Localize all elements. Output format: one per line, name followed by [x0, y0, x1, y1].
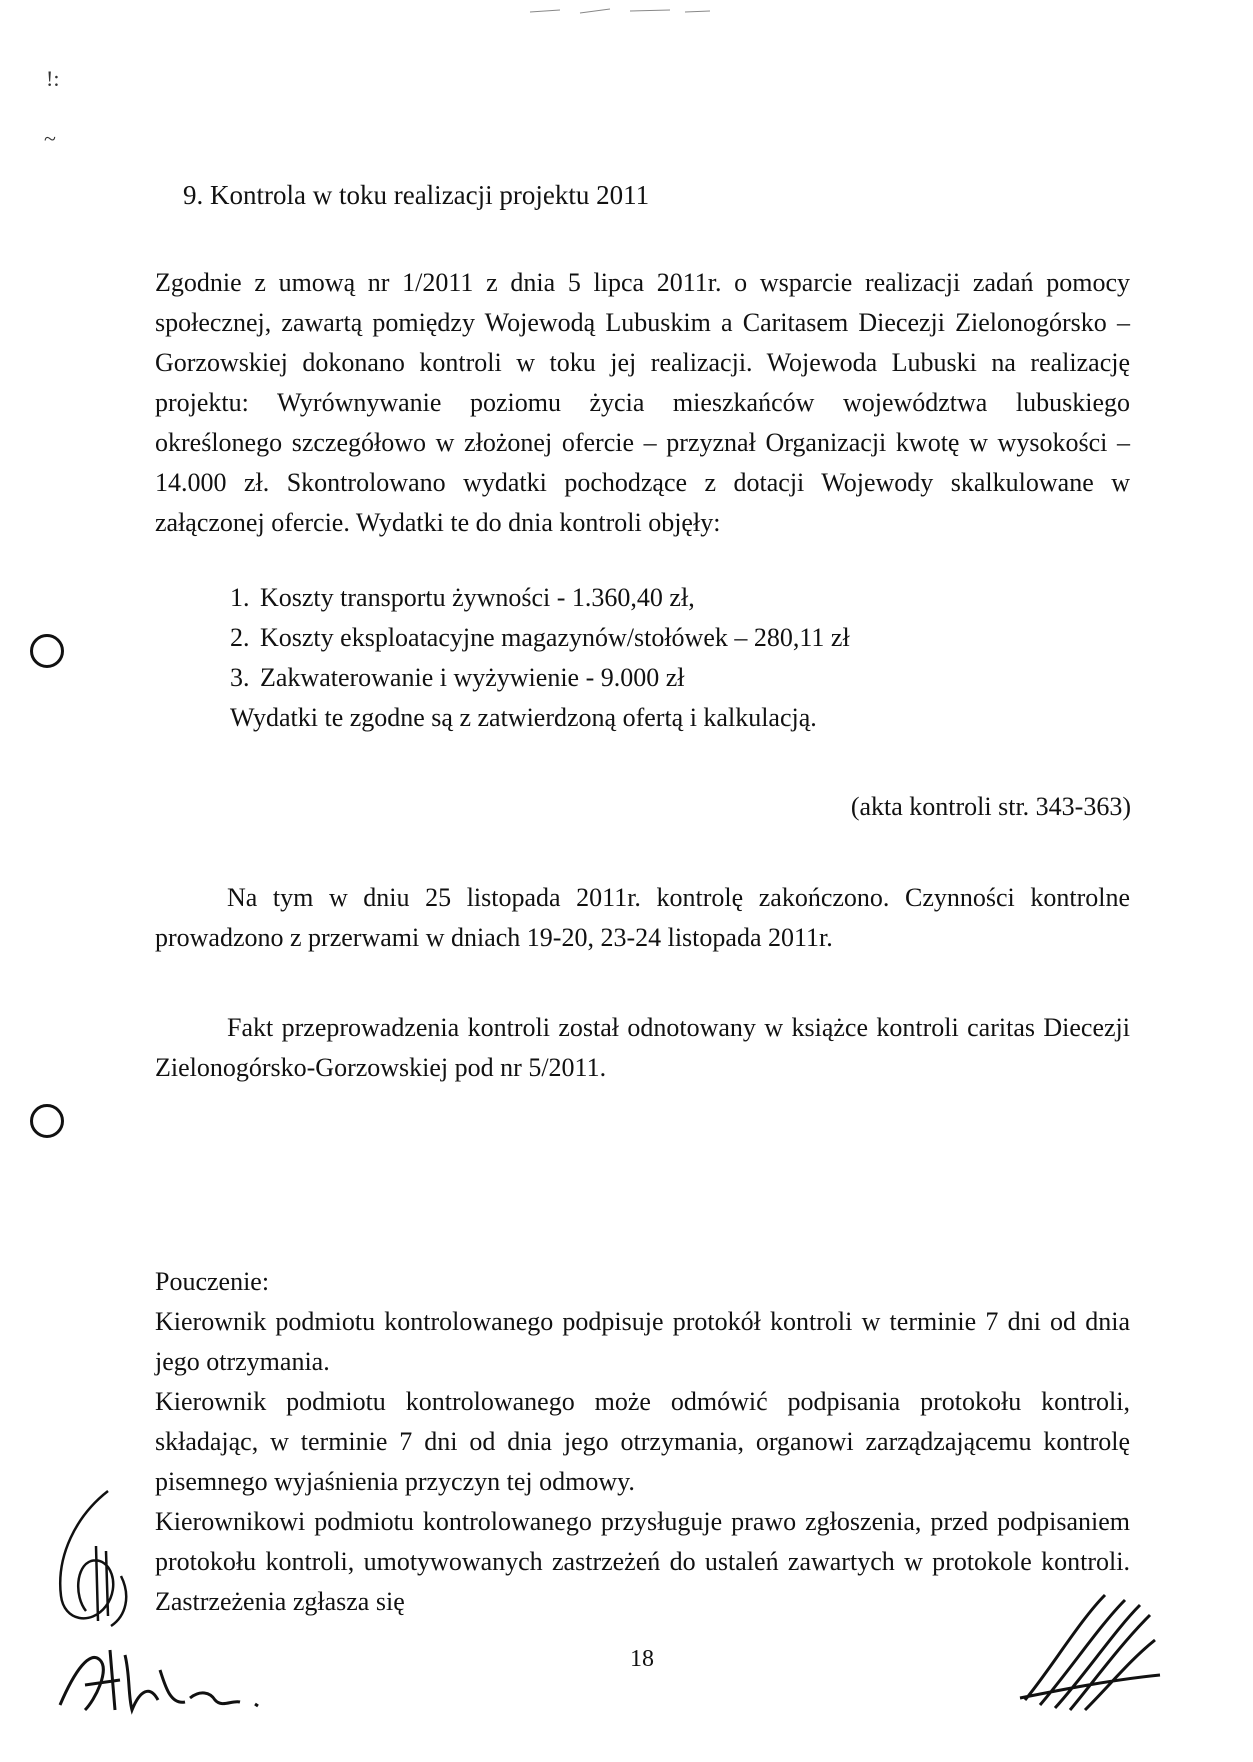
instruction-paragraph: Kierownik podmiotu kontrolowanego podpisuje protokół kontroli w terminie 7 dni od dnia jego otrzymania.	[155, 1307, 1130, 1376]
list-item: 3. Zakwaterowanie i wyżywienie - 9.000 zł	[230, 663, 685, 692]
files-reference: (akta kontroli str. 343-363)	[850, 792, 1131, 821]
closing-sentence: Wydatki te zgodne są z zatwierdzoną ofertą i kalkulacją.	[230, 703, 817, 732]
list-item: 1. Koszty transportu żywności - 1.360,40 zł,	[230, 583, 695, 612]
corner-mark: ~	[44, 126, 56, 151]
logbook-paragraph: Fakt przeprowadzenia kontroli został odnotowany w książce kontroli caritas Diecezji Zielonogórsko-Gorzowskiej pod nr 5/2011.	[155, 1013, 1130, 1082]
signature-left	[40, 1630, 270, 1720]
punch-hole	[30, 634, 64, 668]
list-item: 2. Koszty eksploatacyjne magazynów/stołówek – 280,11 zł	[230, 623, 850, 652]
instruction-paragraph: Kierownikowi podmiotu kontrolowanego przysługuje prawo zgłoszenia, przed podpisaniem protokołu kontroli, umotywowanych zastrzeżeń do ustaleń zawartych w protokole kontroli. Zastrzeżenia zgłasza się	[155, 1507, 1130, 1616]
instruction-title: Pouczenie:	[155, 1267, 270, 1296]
scan-noise	[520, 4, 720, 18]
punch-hole	[30, 1104, 64, 1138]
page-number: 18	[630, 1646, 654, 1672]
signature-right	[1010, 1580, 1170, 1720]
expense-list	[230, 578, 930, 698]
section-heading: 9. Kontrola w toku realizacji projektu 2011	[183, 180, 650, 210]
section-paragraph: Zgodnie z umową nr 1/2011 z dnia 5 lipca 2011r. o wsparcie realizacji zadań pomocy społecznej, zawartą pomiędzy Wojewodą Lubuskim a Caritasem Diecezji Zielonogórsko – Gorzowskiej dokonano kontroli w toku jej realizacji. Wojewoda Lubuski na realizację projektu: Wyrównywanie poziomu życia mieszkańców województwa lubuskiego określonego szczegółowo w złożonej ofercie – przyznał Organizacji kwotę w wysokości – 14.000 zł. Skontrolowano wydatki pochodzące z dotacji Wojewody skalkulowane w załączonej ofercie. Wydatki te do dnia kontroli objęły:	[155, 268, 1130, 537]
conclusion-paragraph: Na tym w dniu 25 listopada 2011r. kontrolę zakończono. Czynności kontrolne prowadzono z przerwami w dniach 19-20, 23-24 listopada 2011r.	[155, 883, 1130, 952]
instruction-paragraph: Kierownik podmiotu kontrolowanego może odmówić podpisania protokołu kontroli, składając, w terminie 7 dni od dnia jego otrzymania, organowi zarządzającemu kontrolę pisemnego wyjaśnienia przyczyn tej odmowy.	[155, 1387, 1130, 1496]
initials-signature	[36, 1486, 146, 1636]
corner-mark: !:	[46, 66, 60, 91]
